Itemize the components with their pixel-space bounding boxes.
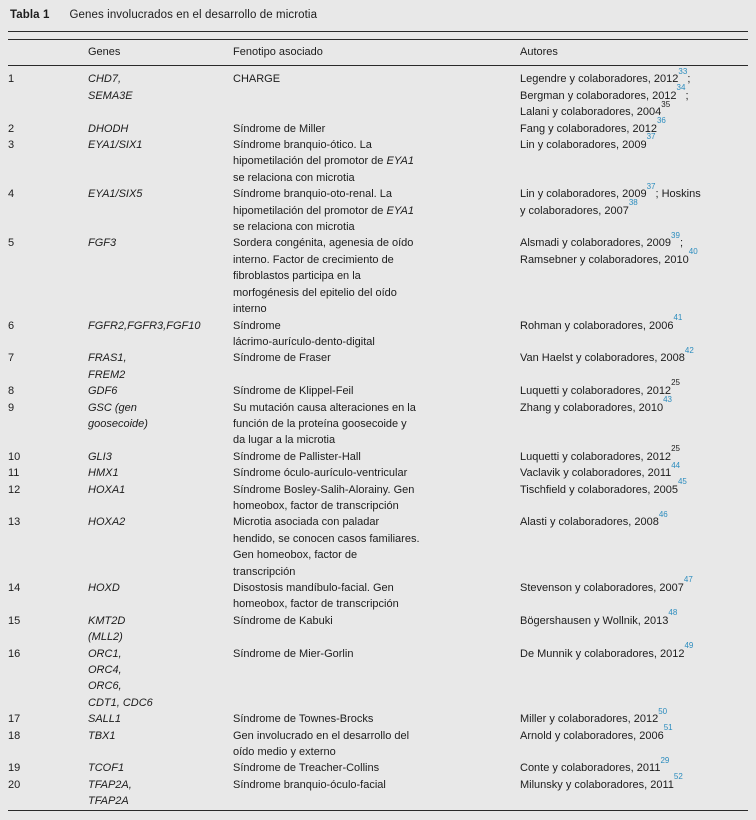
row-number: 16 (8, 647, 21, 660)
fenotipo-cell: Síndrome Bosley-Salih-Alorainy. Gen homeobox, factor de transcripción (233, 483, 415, 512)
genes-cell: TCOF1 (88, 762, 125, 775)
genes-cell: FGF3 (88, 237, 117, 250)
table-row (8, 400, 748, 449)
header-genes: Genes (88, 40, 233, 66)
genes-table (8, 40, 748, 810)
citation-ref[interactable]: 44 (671, 460, 681, 470)
fenotipo-cell: Síndrome de Pallister-Hall (233, 450, 361, 463)
table-row (8, 646, 748, 712)
fenotipo-cell: Microtia asociada con paladar hendido, se conocen casos familiares. Gen homeobox, factor de transcripción (233, 516, 420, 578)
table-row (8, 235, 748, 317)
citation-ref[interactable]: 40 (688, 247, 698, 257)
genes-cell: HOXD (88, 582, 120, 594)
table-row (8, 728, 748, 761)
citation-ref[interactable]: 49 (684, 640, 694, 650)
table-row (8, 186, 748, 235)
citation-ref[interactable]: 34 (676, 83, 686, 93)
table-row (8, 66, 748, 121)
citation-ref: 25 (671, 444, 680, 454)
table-header (8, 40, 748, 66)
header-row (8, 40, 748, 66)
row-number: 12 (8, 483, 21, 496)
citation-ref[interactable]: 37 (646, 132, 656, 142)
fenotipo-cell: Su mutación causa alteraciones en la función de la proteína goosecoide y da lugar a la microtia (233, 401, 416, 447)
row-number: 2 (8, 122, 15, 135)
citation-ref[interactable]: 52 (673, 772, 683, 782)
genes-cell: EYA1/SIX5 (88, 188, 143, 201)
genes-cell: GLI3 (88, 450, 112, 463)
fenotipo-cell: Síndrome de Fraser (233, 352, 331, 365)
header-autores: Autores (520, 40, 748, 66)
gene-name-inline: EYA1 (386, 155, 415, 168)
citation-ref[interactable]: 39 (671, 230, 680, 240)
autores-cell: Lin y colaboradores, 2009$^{37}$; Hoskins y colaboradores, 2007$^{38}$ (520, 181, 701, 217)
table-row (8, 121, 748, 137)
citation-ref[interactable]: 33 (678, 66, 688, 76)
table-number-label: Tabla 1 (10, 9, 50, 21)
genes-cell: HMX1 (88, 467, 119, 480)
autores-cell: Zhang y colaboradores, 2010$^{43}$ (520, 394, 673, 414)
genes-cell: ORC1, ORC4, ORC6, CDT1, CDC6 (88, 647, 153, 709)
table-row (8, 482, 748, 515)
table-row (8, 137, 748, 186)
row-number: 17 (8, 713, 21, 726)
table-row (8, 711, 748, 727)
table-body (8, 66, 748, 810)
row-number: 1 (8, 73, 15, 86)
row-number: 7 (8, 352, 15, 365)
genes-cell: HOXA1 (88, 483, 126, 496)
fenotipo-cell: Síndrome de Kabuki (233, 614, 333, 627)
row-number: 6 (8, 319, 15, 332)
genes-cell: SALL1 (88, 713, 122, 726)
fenotipo-cell: Gen involucrado en el desarrollo del oído medio y externo (233, 729, 410, 759)
fenotipo-cell: Síndrome óculo-aurículo-ventricular (233, 467, 408, 480)
header-num (8, 40, 88, 66)
genes-cell: GDF6 (88, 385, 118, 398)
rule-gap (8, 32, 748, 39)
autores-cell: Conte y colaboradores, 2011$^{29}$ (520, 755, 670, 775)
table-row (8, 383, 748, 399)
autores-cell: Milunsky y colaboradores, 2011$^{52}$ (520, 772, 683, 791)
fenotipo-cell: Sordera congénita, agenesia de oído interno. Factor de crecimiento de fibroblastos participa en la morfogénesis del epitelio del oído interno (233, 237, 414, 316)
row-number: 15 (8, 614, 21, 627)
fenotipo-cell: Síndrome de Mier-Gorlin (233, 647, 354, 660)
citation-ref[interactable]: 46 (658, 509, 668, 519)
row-number: 20 (8, 778, 21, 791)
fenotipo-cell: Síndrome branquio-ótico. La hipometilación del promotor de EYA1 se relaciona con microtia (233, 139, 415, 184)
autores-cell: Vaclavik y colaboradores, 2011$^{44}$ (520, 460, 681, 480)
autores-cell: De Munnik y colaboradores, 2012$^{49}$ (520, 640, 694, 660)
genes-cell: TBX1 (88, 729, 116, 742)
genes-cell: TFAP2A, TFAP2A (88, 778, 132, 808)
genes-cell: EYA1/SIX1 (88, 139, 143, 152)
fenotipo-cell: Síndrome branquio-oto-renal. La hipometilación del promotor de EYA1 se relaciona con microtia (233, 188, 415, 234)
citation-ref[interactable]: 29 (660, 755, 670, 765)
citation-ref: 35 (661, 99, 671, 109)
table-row (8, 514, 748, 580)
fenotipo-cell: Síndrome branquio-óculo-facial (233, 778, 386, 791)
citation-ref[interactable]: 37 (646, 181, 656, 191)
row-number: 4 (8, 188, 15, 201)
gene-name-inline: EYA1 (386, 204, 415, 217)
citation-ref[interactable]: 36 (656, 115, 666, 125)
citation-ref[interactable]: 51 (663, 723, 673, 732)
autores-cell: Arnold y colaboradores, 2006$^{51}$ (520, 723, 673, 742)
autores-cell: Tischfield y colaboradores, 2005$^{45}$ (520, 476, 687, 496)
genes-cell: HOXA2 (88, 516, 126, 529)
table-row (8, 777, 748, 810)
fenotipo-cell: CHARGE (233, 73, 281, 86)
row-number: 10 (8, 450, 21, 463)
genes-cell: KMT2D (MLL2) (88, 614, 126, 644)
autores-cell: Luquetti y colaboradores, 2012$^{25}$ (520, 444, 680, 463)
citation-ref[interactable]: 42 (684, 345, 694, 355)
autores-cell: Fang y colaboradores, 2012$^{36}$ (520, 115, 666, 135)
bottom-rule (8, 810, 748, 811)
table-row (8, 580, 748, 613)
fenotipo-cell: Síndrome lácrimo-aurículo-dento-digital (233, 319, 375, 348)
row-number: 8 (8, 385, 15, 398)
genes-cell: CHD7, SEMA3E (88, 73, 133, 102)
autores-cell: Luquetti y colaboradores, 2012$^{25}$ (520, 378, 680, 398)
header-fenotipo: Fenotipo asociado (233, 40, 520, 66)
genes-cell: DHODH (88, 122, 129, 135)
table-row (8, 318, 748, 351)
citation-ref[interactable]: 50 (658, 706, 668, 716)
autores-cell: Miller y colaboradores, 2012$^{50}$ (520, 706, 668, 726)
table-row (8, 449, 748, 465)
row-number: 19 (8, 762, 21, 775)
row-number: 13 (8, 516, 21, 529)
row-number: 3 (8, 139, 15, 152)
autores-cell: Alsmadi y colaboradores, 2009$^{39}$; Ramsebner y colaboradores, 2010$^{40}$ (520, 230, 698, 266)
autores-cell: Alasti y colaboradores, 2008$^{46}$ (520, 509, 668, 529)
citation-ref: 25 (671, 378, 680, 388)
table-row (8, 760, 748, 776)
row-number: 18 (8, 729, 21, 742)
table-row (8, 350, 748, 383)
autores-cell: Bögershausen y Wollnik, 2013$^{48}$ (520, 608, 678, 627)
citation-ref[interactable]: 47 (683, 575, 693, 585)
row-number: 5 (8, 237, 15, 250)
row-number: 14 (8, 582, 21, 594)
table-caption: Genes involucrados en el desarrollo de microtia (69, 9, 318, 21)
fenotipo-cell: Disostosis mandíbulo-facial. Gen homeobox, factor de transcripción (233, 582, 399, 611)
genes-cell: FRAS1, FREM2 (88, 352, 127, 381)
row-number: 11 (8, 467, 20, 480)
table-row (8, 613, 748, 646)
citation-ref[interactable]: 45 (677, 476, 687, 486)
table-title (8, 5, 748, 31)
citation-ref[interactable]: 43 (663, 394, 673, 404)
autores-cell: Legendre y colaboradores, 2012$^{33}$; Bergman y colaboradores, 2012$^{34}$; Lalani y colaboradores, 2004$^{35}$ (520, 66, 691, 119)
fenotipo-cell: Síndrome de Townes-Brocks (233, 713, 374, 726)
table-row (8, 465, 748, 481)
citation-ref[interactable]: 41 (673, 312, 683, 322)
fenotipo-cell: Síndrome de Miller (233, 122, 326, 135)
genes-cell: FGFR2,FGFR3,FGF10 (88, 319, 201, 332)
autores-cell: Stevenson y colaboradores, 2007$^{47}$ (520, 575, 693, 594)
fenotipo-cell: Síndrome de Klippel-Feil (233, 385, 354, 398)
autores-cell: Lin y colaboradores, 2009$^{37}$ (520, 132, 656, 152)
autores-cell: Van Haelst y colaboradores, 2008$^{42}$ (520, 345, 694, 365)
row-number: 9 (8, 401, 15, 414)
autores-cell: Rohman y colaboradores, 2006$^{41}$ (520, 312, 683, 332)
citation-ref[interactable]: 48 (668, 608, 678, 618)
citation-ref[interactable]: 38 (628, 198, 638, 207)
fenotipo-cell: Síndrome de Treacher-Collins (233, 762, 380, 775)
genes-cell: GSC (gen goosecoide) (88, 401, 148, 430)
